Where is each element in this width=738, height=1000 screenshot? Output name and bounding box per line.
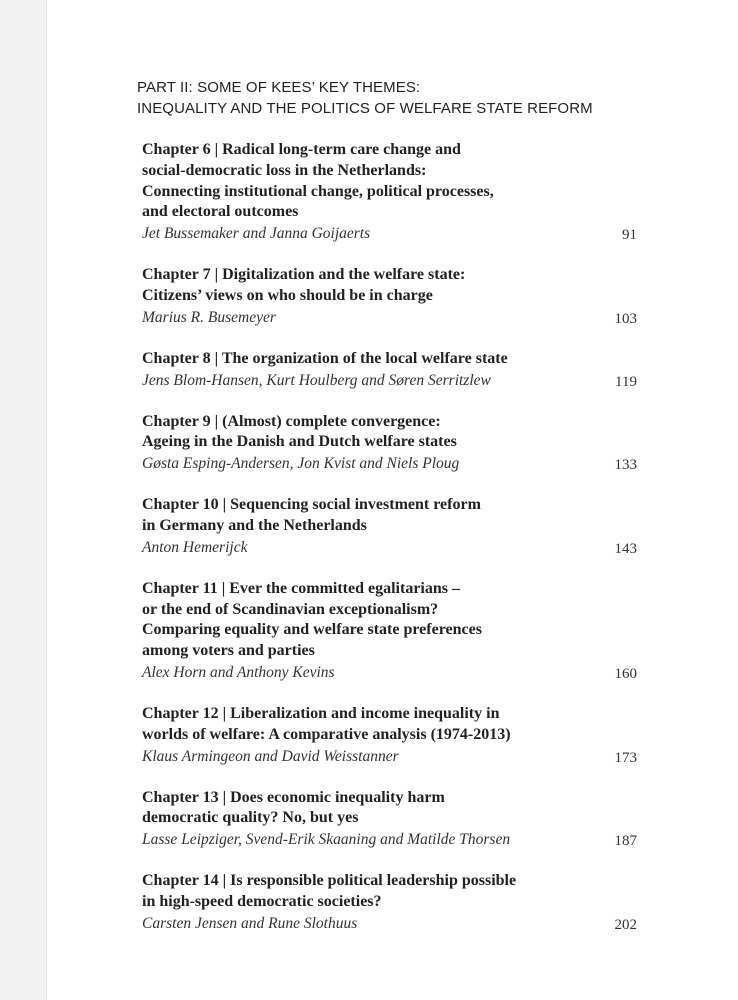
chapter-title (142, 704, 637, 746)
chapter-authors: Carsten Jensen and Rune Slothuus (142, 914, 358, 932)
chapter-meta-row (142, 662, 637, 684)
part-heading-line-1: PART II: SOME OF KEES’ KEY THEMES: (137, 79, 421, 96)
toc-entry[interactable] (142, 788, 637, 852)
chapter-authors: Klaus Armingeon and David Weisstanner (142, 747, 399, 765)
chapter-title (142, 495, 637, 537)
part-heading-line-2: INEQUALITY AND THE POLITICS OF WELFARE STATE REFORM (137, 100, 593, 117)
chapter-authors: Jens Blom-Hansen, Kurt Houlberg and Søren Serritzlew (142, 371, 491, 389)
chapter-page-number: 103 (614, 310, 637, 327)
chapter-title-line: among voters and parties (142, 642, 315, 660)
chapter-authors: Gøsta Esping-Andersen, Jon Kvist and Niels Ploug (142, 455, 460, 473)
chapter-title-line: Chapter 7 | Digitalization and the welfare state: (142, 266, 466, 284)
chapter-page-number: 173 (614, 749, 637, 766)
chapter-title-line: Chapter 13 | Does economic inequality harm (142, 788, 445, 806)
chapter-title (142, 140, 637, 223)
chapter-meta-row (142, 223, 637, 245)
chapter-meta-row (142, 829, 637, 851)
chapter-title-line: Citizens’ views on who should be in charge (142, 286, 433, 304)
chapter-meta-row (142, 307, 637, 329)
chapter-authors: Jet Bussemaker and Janna Goijaerts (142, 225, 371, 243)
chapter-meta-row (142, 913, 637, 935)
chapter-authors: Marius R. Busemeyer (142, 308, 276, 326)
chapter-page-number: 143 (614, 540, 637, 557)
chapter-page-number: 160 (614, 665, 637, 682)
chapter-meta-row (142, 453, 637, 475)
chapter-title-line: Chapter 10 | Sequencing social investment reform (142, 496, 481, 514)
document-page (46, 0, 738, 1000)
toc-entry[interactable] (142, 704, 637, 768)
chapter-title-line: in high-speed democratic societies? (142, 892, 382, 910)
chapter-page-number: 119 (615, 373, 637, 390)
chapter-page-number: 91 (622, 227, 637, 244)
chapter-meta-row (142, 746, 637, 768)
chapter-title-line: democratic quality? No, but yes (142, 809, 359, 827)
chapter-title-line: in Germany and the Netherlands (142, 516, 367, 534)
chapter-title-line: or the end of Scandinavian exceptionalism? (142, 600, 439, 618)
chapter-title (142, 412, 637, 454)
toc-entry[interactable] (142, 265, 637, 329)
chapter-title-line: Chapter 8 | The organization of the local welfare state (142, 349, 508, 367)
chapter-authors: Alex Horn and Anthony Kevins (142, 663, 335, 681)
toc-entry[interactable] (142, 871, 637, 935)
toc-entry[interactable] (142, 412, 637, 476)
chapter-title (142, 349, 637, 370)
chapter-title-line: Chapter 12 | Liberalization and income inequality in (142, 704, 500, 722)
chapter-title-line: Chapter 9 | (Almost) complete convergence: (142, 412, 441, 430)
chapter-title-line: Connecting institutional change, political processes, (142, 182, 494, 200)
chapter-title-line: and electoral outcomes (142, 203, 299, 221)
chapter-title (142, 788, 637, 830)
chapter-meta-row (142, 370, 637, 392)
chapter-title-line: social-democratic loss in the Netherlands: (142, 161, 427, 179)
chapter-title-line: Chapter 11 | Ever the committed egalitarians – (142, 579, 460, 597)
chapter-title-line: Ageing in the Danish and Dutch welfare states (142, 433, 457, 451)
chapter-page-number: 133 (614, 457, 637, 474)
chapter-page-number: 187 (614, 833, 637, 850)
chapter-title-line: Chapter 14 | Is responsible political leadership possible (142, 872, 517, 890)
chapter-authors: Anton Hemerijck (142, 538, 248, 556)
chapter-meta-row (142, 537, 637, 559)
toc-entry[interactable] (142, 495, 637, 559)
toc-entry[interactable] (142, 579, 637, 684)
toc-entries (142, 140, 637, 955)
chapter-title-line: Comparing equality and welfare state preferences (142, 621, 482, 639)
chapter-title (142, 265, 637, 307)
chapter-title (142, 871, 637, 913)
toc-entry[interactable] (142, 140, 637, 245)
chapter-authors: Lasse Leipziger, Svend-Erik Skaaning and Matilde Thorsen (142, 831, 511, 849)
toc-entry[interactable] (142, 349, 637, 392)
chapter-title-line: worlds of welfare: A comparative analysis (1974-2013) (142, 725, 511, 743)
chapter-title-line: Chapter 6 | Radical long-term care change and (142, 141, 461, 158)
chapter-page-number: 202 (614, 916, 637, 933)
chapter-title (142, 579, 637, 662)
part-heading (137, 77, 657, 119)
